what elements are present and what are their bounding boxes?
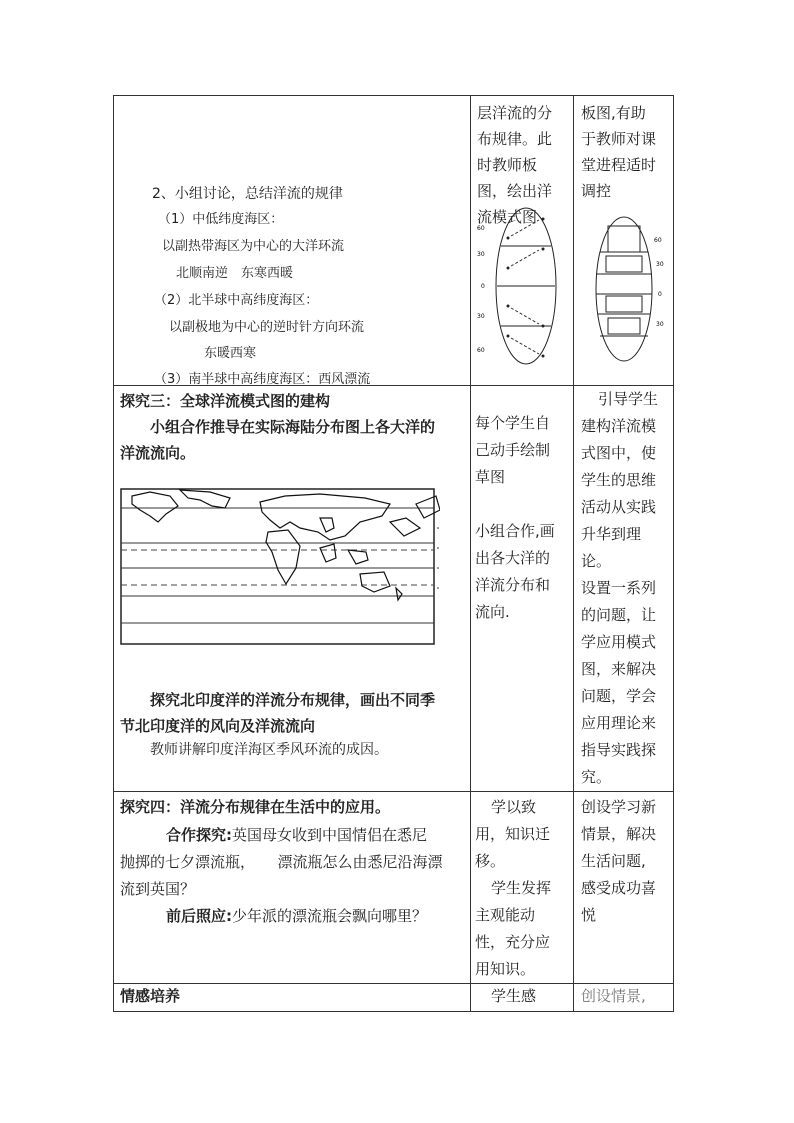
row3-left-cell [114, 792, 471, 984]
rule-2-a: 以副极地为中心的逆时针方向环流 [169, 320, 365, 335]
discussion-heading: 2、小组讨论，总结洋流的规律 [152, 186, 343, 202]
right-line: 悦 [581, 906, 597, 924]
mid-line: 层洋流的分 [477, 104, 553, 122]
mid-line: 学以致 [491, 798, 537, 816]
mid-line: 移。 [475, 852, 506, 870]
row1-left-cell [114, 96, 471, 386]
mid-line: 用知识。 [475, 960, 536, 978]
right-line: 情景，解决 [581, 825, 657, 843]
rule-2-b: 东暖西寒 [204, 346, 257, 361]
teacher-note: 教师讲解印度洋海区季风环流的成因。 [150, 742, 388, 758]
mid-line: 出各大洋的 [475, 549, 551, 567]
latitude-label: 60 [477, 347, 485, 354]
inquiry-three-title: 探究三：全球洋流模式图的建构 [120, 392, 331, 410]
rule-1: （1）中低纬度海区： [158, 212, 284, 227]
mid-line: 流向. [475, 603, 510, 621]
right-line: 创设学习新 [581, 798, 657, 816]
task2-line: 节北印度洋的风向及洋流流向 [120, 717, 316, 735]
right-line: 学生的思维 [581, 471, 657, 489]
mid-line: 性，充分应 [475, 933, 551, 951]
right-line: 的问题，让 [581, 606, 657, 624]
latitude-label: 30 [477, 251, 485, 258]
mid-line: 草图 [475, 468, 506, 486]
echo-text: 少年派的漂流瓶会飘向哪里？ [232, 907, 428, 925]
latitude-label: 30 [477, 313, 485, 320]
row1-right-cell [574, 96, 674, 386]
mid-line: 学生发挥 [491, 879, 552, 897]
mid-line: 小组合作,画 [475, 522, 555, 540]
row4-mid-text: 学生感 [491, 987, 537, 1005]
story-line: 抛掷的七夕漂流瓶， 漂流瓶怎么由悉尼沿海漂 [120, 853, 443, 871]
cooperative-text: 英国母女收到中国情侣在悉尼 [232, 826, 428, 844]
mid-spacer [475, 491, 570, 518]
right-line: 究。 [581, 768, 612, 786]
latitude-label: 30 [656, 261, 664, 268]
cooperative-inquiry [166, 821, 427, 849]
right-line: 感受成功喜 [581, 879, 657, 897]
emotion-cultivation: 情感培养 [120, 987, 181, 1005]
lesson-plan-table [113, 95, 674, 1012]
echo-question [166, 902, 427, 930]
mid-line: 流模式图 [477, 208, 538, 226]
mid-line: 图，绘出洋 [477, 182, 553, 200]
right-line: 应用理论来 [581, 714, 657, 732]
row4-right-cell [574, 984, 674, 1012]
latitude-label: 0 [658, 291, 662, 298]
right-line: 建构洋流模 [581, 417, 657, 435]
mid-line: 布规律。此 [477, 130, 553, 148]
mid-line: 每个学生自 [475, 414, 551, 432]
row3-mid-cell [471, 792, 574, 984]
right-line: 调控 [581, 182, 612, 200]
right-line: 学应用模式 [581, 633, 657, 651]
task-line: 洋流流向。 [120, 444, 196, 462]
task2-line: 探究北印度洋的洋流分布规律，画出不同季 [150, 691, 436, 709]
mid-line: 洋流分布和 [475, 576, 551, 594]
mid-line: 主观能动 [475, 906, 536, 924]
ocean-current-model-diagram-2 [574, 214, 674, 364]
row2-mid-cell [471, 386, 574, 792]
row4-left-cell [114, 984, 471, 1012]
right-line: 升华到理 [581, 525, 642, 543]
right-line: 图，来解决 [581, 660, 657, 678]
cooperative-label: 合作探究: [166, 826, 232, 844]
right-line: 堂进程适时 [581, 156, 657, 174]
inquiry-four-title: 探究四：洋流分布规律在生活中的应用。 [120, 798, 391, 816]
story-line: 流到英国？ [120, 880, 196, 898]
echo-label: 前后照应: [166, 907, 232, 925]
right-line: 论。 [581, 552, 612, 570]
latitude-label: 0 [481, 283, 485, 290]
latitude-label: 60 [477, 225, 485, 232]
latitude-label: 60 [654, 237, 662, 244]
rule-3: （3）南半球中高纬度海区：西风漂流 [154, 372, 371, 387]
right-line: 板图,有助 [581, 104, 646, 122]
right-line: 问题，学会 [581, 687, 657, 705]
row3-right-cell [574, 792, 674, 984]
task-line: 小组合作推导在实际海陆分布图上各大洋的 [150, 418, 436, 436]
row2-left-cell [114, 386, 471, 792]
right-line: 式图中，使 [581, 444, 657, 462]
right-line: 设置一系列 [581, 579, 657, 597]
row4-mid-cell [471, 984, 574, 1012]
mid-line: 己动手绘制 [475, 441, 551, 459]
right-line: 指导实践探 [581, 741, 657, 759]
rule-1-a: 以副热带海区为中心的大洋环流 [162, 239, 345, 254]
row4-right-text: 创设情景, [581, 987, 646, 1005]
row2-right-cell [574, 386, 674, 792]
right-line: 于教师对课 [581, 130, 657, 148]
right-line: 活动从实践 [581, 498, 657, 516]
row1-mid-cell [471, 96, 574, 386]
rule-2: （2）北半球中高纬度海区： [154, 293, 319, 308]
mid-line: 用，知识迁 [475, 825, 551, 843]
right-line: 生活问题, [581, 852, 646, 870]
mid-line: 时教师板 [477, 156, 538, 174]
world-map [120, 488, 440, 646]
latitude-label: 30 [656, 321, 664, 328]
right-line: 引导学生 [598, 390, 659, 408]
ocean-current-model-diagram [471, 206, 574, 366]
rule-1-b: 北顺南逆 东寒西暖 [176, 266, 294, 281]
